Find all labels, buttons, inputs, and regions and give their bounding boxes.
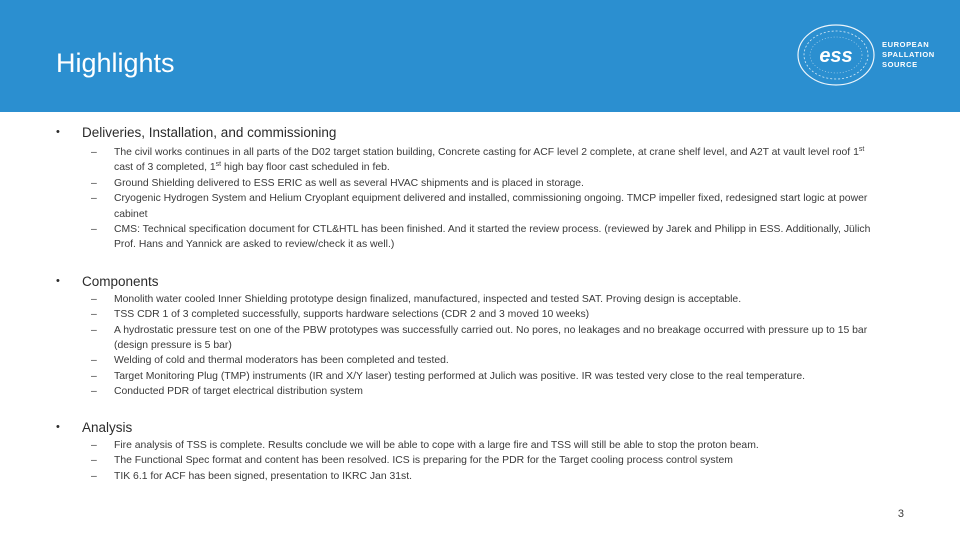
section-heading-row [56, 274, 886, 292]
list-item: – The Functional Spec format and content has been resolved. ICS is preparing for the PDR for the Target cooling process control system [91, 455, 733, 467]
list-item: – Cryogenic Hydrogen System and Helium Cryoplant equipment delivered and installed, commissioning ongoing. TMCP impeller fixed, redesigned start logic at power cabinet [91, 193, 868, 220]
section-heading-row [56, 420, 886, 438]
sub-list [56, 292, 886, 400]
section-analysis [56, 420, 886, 484]
logo-line-2: SPALLATION [882, 50, 935, 59]
section-deliveries [56, 125, 886, 253]
list-item: – A hydrostatic pressure test on one of the PBW prototypes was successfully carried out. No pores, no leakages and no breakage occurred with pressure up to 15 bar (design pressure is 5 bar) [91, 324, 868, 352]
ess-logo-icon [796, 22, 876, 88]
header-bar [0, 0, 960, 112]
slide-content [56, 125, 886, 484]
list-item: – Monolith water cooled Inner Shielding prototype design finalized, manufactured, inspected and tested SAT. Proving design is acceptable. [91, 293, 742, 305]
bullet-dot: • [56, 420, 60, 433]
section-components [56, 274, 886, 400]
section-heading: Analysis [82, 419, 133, 435]
list-item: – CMS: Technical specification document for CTL&HTL has been finished. And it started the review process. (reviewed by Jarek and Philipp in ESS. Additionally, Jülich Prof. Hans and Yannick are asked to review/check it as well.) [91, 224, 871, 251]
logo-mark-text: ess [819, 45, 853, 67]
list-item: – TIK 6.1 for ACF has been signed, presentation to IKRC Jan 31st. [91, 470, 413, 482]
logo-line-1: EUROPEAN [882, 40, 930, 49]
list-item: – Ground Shielding delivered to ESS ERIC as well as several HVAC shipments and is placed in storage. [91, 177, 584, 189]
section-heading: Components [82, 273, 159, 289]
section-heading: Deliveries, Installation, and commissioning [82, 125, 337, 140]
sub-list [56, 438, 886, 484]
list-item: – Target Monitoring Plug (TMP) instruments (IR and X/Y laser) testing performed at Julich was positive. IR was tested very close to the real temperature. [91, 370, 806, 382]
page-number: 3 [897, 508, 904, 520]
list-item: – TSS CDR 1 of 3 completed successfully, supports hardware selections (CDR 2 and 3 moved 10 weeks) [91, 309, 590, 321]
logo-wordmark [882, 40, 935, 70]
list-item: – Welding of cold and thermal moderators has been completed and tested. [91, 355, 449, 367]
list-item: – The civil works continues in all parts of the D02 target station building, Concrete casting for ACF level 2 complete, at crane shelf level, and A2T at vault level roof 1st cast of 3 completed, 1st high bay floor cast scheduled in feb. [91, 146, 865, 174]
page-title: Highlights [56, 48, 175, 78]
list-item: – Conducted PDR of target electrical distribution system [91, 386, 363, 398]
sub-list [56, 145, 886, 253]
section-heading-row [56, 125, 886, 143]
logo-line-3: SOURCE [882, 60, 918, 69]
bullet-dot: • [56, 274, 60, 287]
ess-logo [796, 22, 946, 88]
list-item: – Fire analysis of TSS is complete. Results conclude we will be able to cope with a large fire and TSS will still be able to stop the proton beam. [91, 439, 759, 451]
bullet-dot: • [56, 126, 60, 138]
